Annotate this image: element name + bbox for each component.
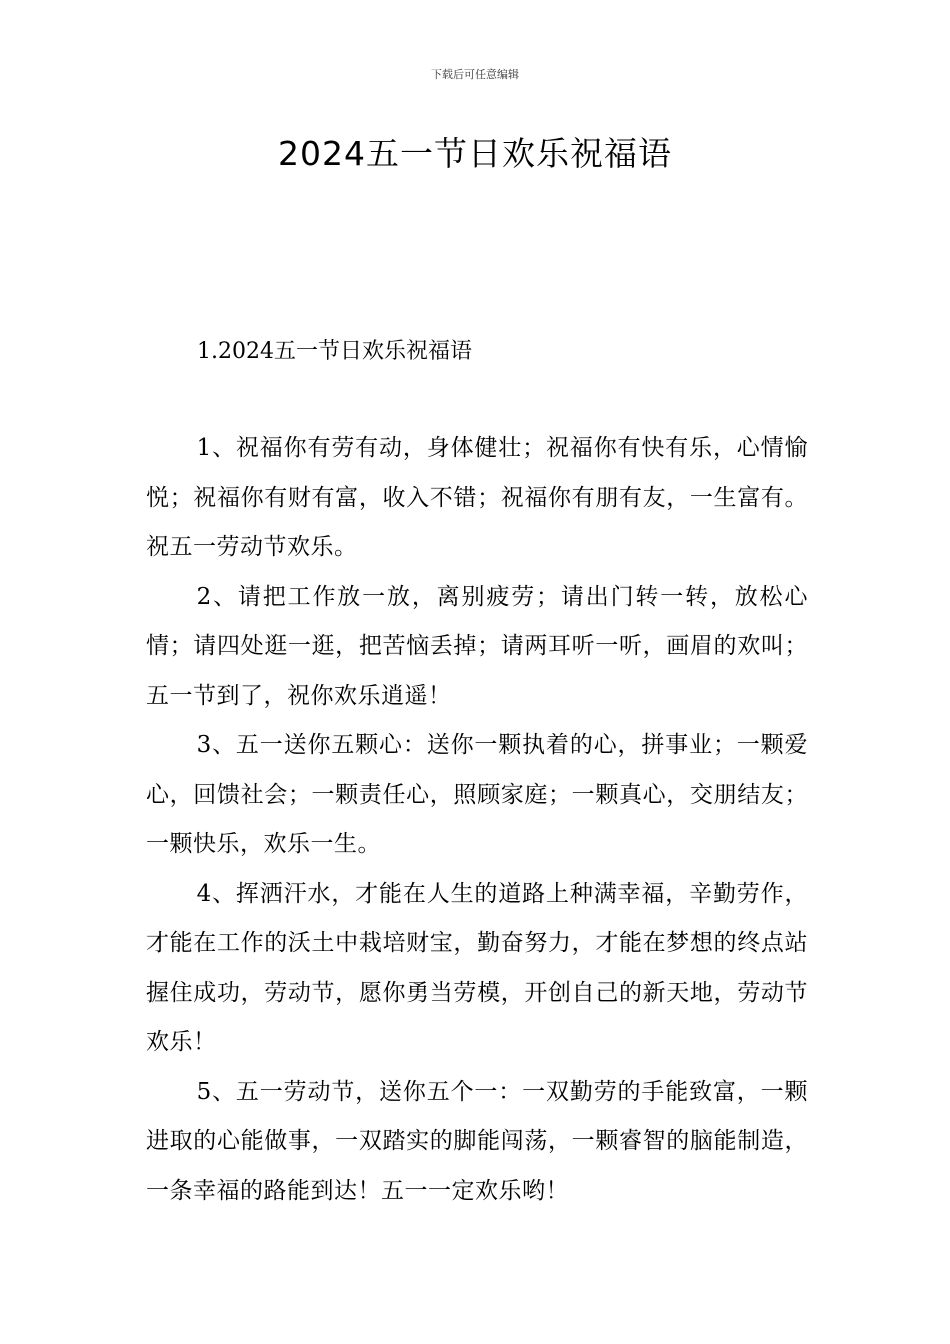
paragraph-3: 3、五一送你五颗心：送你一颗执着的心，拼事业；一颗爱心，回馈社会；一颗责任心，照顾家庭；一颗真心，交朋结友；一颗快乐，欢乐一生。 [146, 732, 808, 857]
paragraph-5: 5、五一劳动节，送你五个一：一双勤劳的手能致富，一颗进取的心能做事，一双踏实的脚能闯荡，一颗睿智的脑能制造，一条幸福的路能到达！五一一定欢乐哟！ [146, 1078, 808, 1204]
document-body [146, 424, 808, 1216]
document-title: 2024五一节日欢乐祝福语 [278, 134, 672, 173]
section-heading: 1.2024五一节日欢乐祝福语 [197, 339, 472, 364]
paragraph-4: 4、挥洒汗水，才能在人生的道路上种满幸福，辛勤劳作，才能在工作的沃土中栽培财宝，勤奋努力，才能在梦想的终点站握住成功，劳动节，愿你勇当劳模，开创自己的新天地，劳动节欢乐！ [146, 880, 808, 1055]
paragraph-2: 2、请把工作放一放，离别疲劳；请出门转一转，放松心情；请四处逛一逛，把苦恼丢掉；请两耳听一听，画眉的欢叫；五一节到了，祝你欢乐逍遥！ [146, 583, 808, 709]
header-note: 下载后可任意编辑 [431, 68, 519, 81]
paragraph-1: 1、祝福你有劳有动，身体健壮；祝福你有快有乐，心情愉悦；祝福你有财有富，收入不错；祝福你有朋有友，一生富有。祝五一劳动节欢乐。 [146, 435, 808, 560]
